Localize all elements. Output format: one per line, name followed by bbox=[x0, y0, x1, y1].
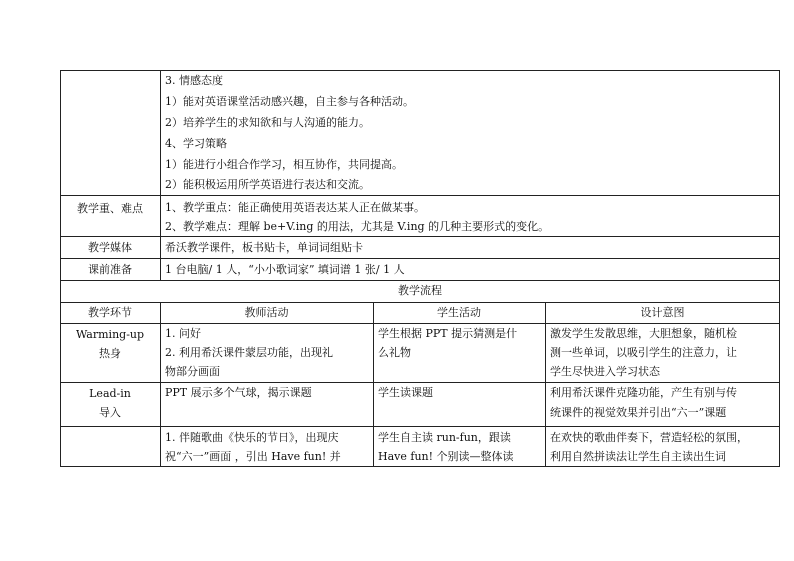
rule bbox=[60, 195, 780, 196]
rule bbox=[779, 70, 780, 467]
rule bbox=[60, 236, 780, 237]
objective-heading: 4、学习策略 bbox=[165, 137, 227, 150]
objective-heading: 3. 情感态度 bbox=[165, 74, 223, 87]
rule bbox=[60, 323, 780, 324]
rule bbox=[60, 302, 780, 303]
key-point-line: 1、教学重点：能正确使用英语表达某人正在做某事。 bbox=[165, 201, 425, 214]
student-activity: 学生根据 PPT 提示猜测是什 bbox=[378, 327, 518, 340]
design-intent: 学生尽快进入学习状态 bbox=[550, 365, 660, 378]
rule bbox=[60, 426, 780, 427]
rule bbox=[160, 302, 161, 467]
teacher-activity: 1. 问好 bbox=[165, 327, 201, 340]
key-points-label: 教学重、难点 bbox=[77, 202, 143, 215]
header-stage: 教学环节 bbox=[88, 306, 132, 319]
teacher-activity: 祝“六一”画面 ，引出 Have fun! 并 bbox=[165, 450, 341, 463]
rule bbox=[60, 466, 780, 467]
stage-cn: 热身 bbox=[99, 347, 121, 360]
teacher-activity: PPT 展示多个气球，揭示课题 bbox=[165, 386, 312, 399]
prep-label: 课前准备 bbox=[88, 263, 132, 276]
rule bbox=[545, 302, 546, 467]
rule bbox=[373, 302, 374, 467]
media-value: 希沃教学课件，板书贴卡，单词词组贴卡 bbox=[165, 241, 363, 254]
teacher-activity: 1. 伴随歌曲《快乐的节日》，出现庆 bbox=[165, 431, 339, 444]
rule bbox=[60, 382, 780, 383]
design-intent: 测一些单词，以吸引学生的注意力，让 bbox=[550, 346, 737, 359]
flow-title: 教学流程 bbox=[398, 284, 442, 297]
student-activity: 么礼物 bbox=[378, 346, 411, 359]
header-teacher: 教师活动 bbox=[244, 306, 289, 319]
stage-en: Warming-up bbox=[75, 328, 145, 341]
stage-en: Lead-in bbox=[89, 387, 131, 400]
objective-line: 2）能积极运用所学英语进行表达和交流。 bbox=[165, 178, 370, 191]
rule bbox=[60, 70, 780, 71]
design-intent: 利用希沃课件克隆功能，产生有别与传 bbox=[550, 386, 737, 399]
design-intent: 在欢快的歌曲伴奏下，营造轻松的氛围， bbox=[550, 431, 748, 444]
header-student: 学生活动 bbox=[437, 306, 481, 319]
student-activity: 学生自主读 run-fun，跟读 bbox=[378, 431, 511, 444]
prep-value: 1 台电脑/ 1 人，“小小歌词家” 填词谱 1 张/ 1 人 bbox=[165, 263, 405, 276]
student-activity: Have fun! 个别读—整体读 bbox=[378, 450, 514, 463]
teacher-activity: 物部分画面 bbox=[165, 365, 220, 378]
rule bbox=[60, 258, 780, 259]
stage-cn: 导入 bbox=[99, 406, 121, 419]
teacher-activity: 2. 利用希沃课件蒙层功能，出现礼 bbox=[165, 346, 333, 359]
objective-line: 2）培养学生的求知欲和与人沟通的能力。 bbox=[165, 116, 370, 129]
media-label: 教学媒体 bbox=[88, 241, 132, 254]
key-point-line: 2、教学难点：理解 be+V.ing 的用法，尤其是 V.ing 的几种主要形式的变化。 bbox=[165, 220, 550, 233]
objective-line: 1）能对英语课堂活动感兴趣，自主参与各种活动。 bbox=[165, 95, 414, 108]
rule bbox=[160, 70, 161, 280]
design-intent: 统课件的视觉效果并引出“六一”课题 bbox=[550, 406, 727, 419]
objective-line: 1）能进行小组合作学习，相互协作，共同提高。 bbox=[165, 158, 403, 171]
design-intent: 利用自然拼读法让学生自主读出生词 bbox=[550, 450, 726, 463]
design-intent: 激发学生发散思维，大胆想象，随机检 bbox=[550, 327, 737, 340]
rule bbox=[60, 280, 780, 281]
lesson-plan-table bbox=[60, 70, 780, 467]
header-intent: 设计意图 bbox=[640, 306, 685, 319]
student-activity: 学生读课题 bbox=[378, 386, 433, 399]
